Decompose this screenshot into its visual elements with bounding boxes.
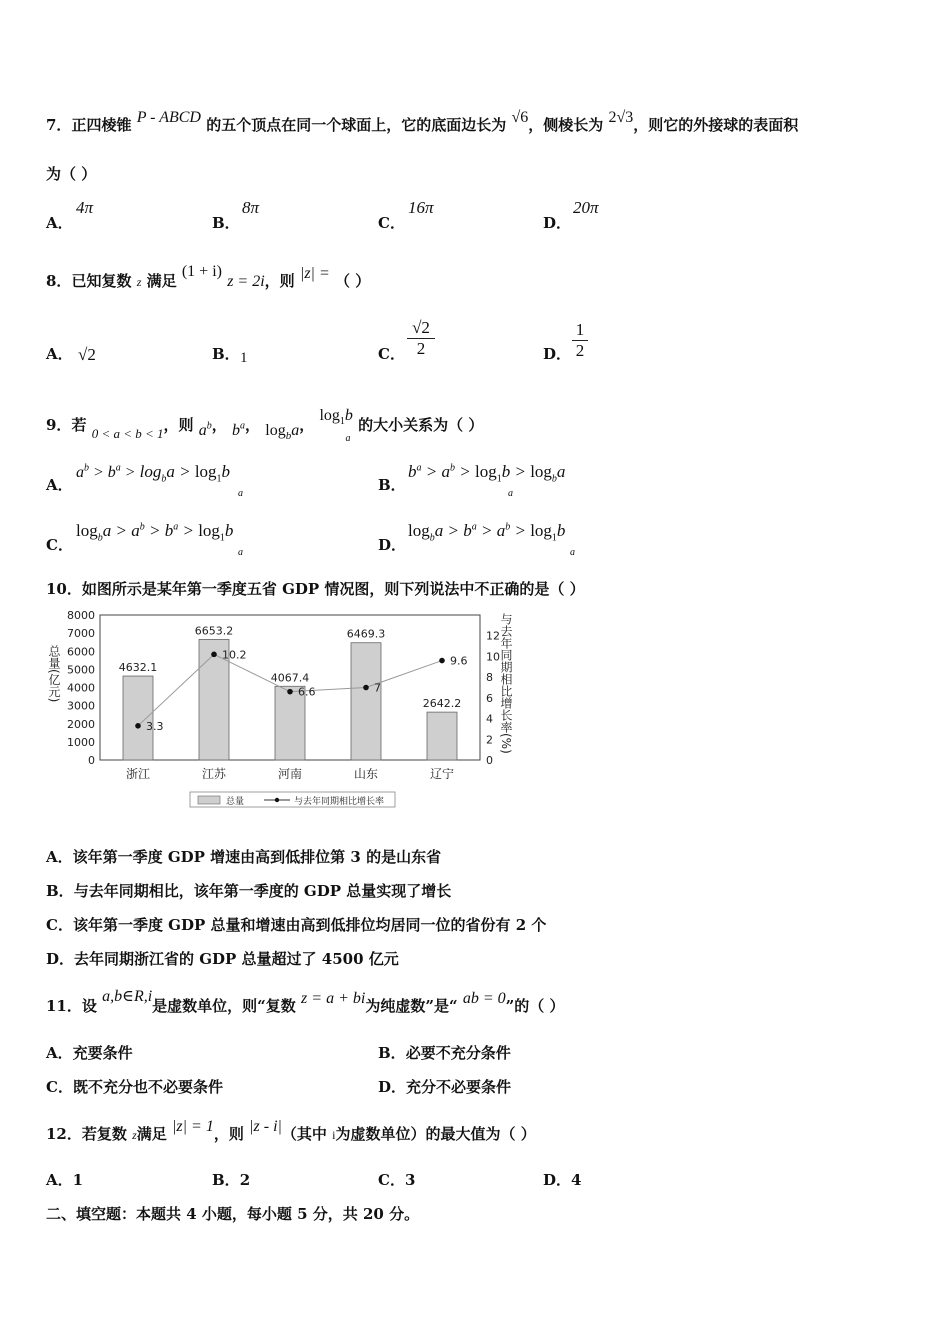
bar-value-label: 4632.1	[118, 661, 158, 675]
question-7: 7．正四棱锥 P - ABCD 的五个顶点在同一个球面上，它的底面边长为 √6，侧棱长为 2√3，则它的外接球的表面积	[46, 109, 799, 134]
legend-line-marker	[275, 798, 279, 802]
q12-math-z: z	[132, 1128, 137, 1142]
growth-point-河南	[287, 689, 293, 695]
q9-option-a-value: $a^b > b^a > \log_ba > \log_1b$ a	[76, 462, 243, 499]
growth-point-辽宁	[439, 658, 445, 664]
bar-山东	[351, 643, 381, 760]
gdp-chart	[40, 605, 530, 815]
y-tick-left: 3000	[67, 699, 95, 713]
q7-math-lateral: 2√3	[608, 109, 634, 126]
y-tick-left: 2000	[67, 717, 95, 731]
y-tick-right: 0	[486, 754, 493, 767]
y-tick-left: 0	[88, 754, 95, 767]
q12-option-c: C．3	[378, 1171, 416, 1189]
q8-option-c-fraction: $\frac{√2}{2}$	[407, 318, 435, 359]
q11-math-ab: ab = 0	[462, 990, 506, 1007]
q9-option-a-label: A．	[46, 476, 73, 494]
q11-math-vars: a,b∈R,i	[102, 988, 153, 1005]
q9-option-b-value: $b^a > a^b > \log_1b > \log_ba$ a	[408, 462, 566, 499]
y-tick-right: 2	[486, 733, 493, 747]
q9-math-b-pow-a: $b^a$	[232, 420, 246, 439]
y-tick-left: 5000	[67, 663, 95, 677]
q9-math-log-inv-a-b: $\log_1b$ a	[319, 407, 353, 444]
q9-math-condition: 0 < a < b < 1	[91, 426, 164, 441]
q8-option-a-label: A．	[46, 345, 73, 363]
growth-value-label: 9.6	[450, 654, 468, 668]
y-tick-right: 6	[486, 691, 493, 705]
q7-option-b-value: 8π	[242, 198, 260, 217]
q11-option-d: D．充分不必要条件	[378, 1078, 512, 1096]
y-tick-left: 1000	[67, 735, 95, 749]
q12-math-i: i	[332, 1128, 336, 1142]
question-7-cont: 为（ ）	[46, 165, 97, 183]
q9-option-d-value: $\log_ba > b^a > a^b > \log_1b$ a	[408, 521, 575, 558]
bar-辽宁	[427, 712, 457, 760]
q10-option-d: D．去年同期浙江省的 GDP 总量超过了 4500 亿元	[46, 950, 399, 968]
q10-option-a: A．该年第一季度 GDP 增速由高到低排位第 3 的是山东省	[46, 848, 442, 866]
growth-point-江苏	[211, 652, 217, 658]
bar-value-label: 6653.2	[194, 624, 234, 638]
x-tick-label: 山东	[353, 767, 379, 781]
q9-math-a-pow-b: $a^b$	[198, 420, 212, 439]
q12-math-expr: |z - i|	[249, 1118, 282, 1135]
growth-value-label: 6.6	[298, 685, 316, 699]
q8-option-a-value: √2	[78, 345, 96, 364]
q7-option-a-label: A．	[46, 214, 73, 232]
q12-option-a: A．1	[46, 1171, 84, 1189]
q7-option-d-value: 20π	[573, 198, 599, 217]
q7-math-edge: √6	[511, 109, 529, 126]
q9-option-c-value: $\log_ba > a^b > b^a > \log_1b$ a	[76, 521, 243, 558]
q8-option-b-label: B．	[212, 345, 240, 363]
y-tick-left: 6000	[67, 645, 95, 659]
x-tick-label: 河南	[277, 767, 303, 781]
q8-option-d-fraction: $\frac{1}{2}$	[572, 320, 588, 361]
growth-value-label: 7	[374, 681, 381, 695]
q7-option-b-label: B．	[212, 214, 240, 232]
q7-number: 7．	[46, 116, 72, 134]
legend-bar-swatch	[198, 796, 220, 804]
q9-option-d-label: D．	[378, 536, 407, 554]
q9-option-c-label: C．	[46, 536, 73, 554]
question-10: 10．如图所示是某年第一季度五省 GDP 情况图，则下列说法中不正确的是（ ）	[46, 580, 585, 598]
q7-option-d-label: D．	[543, 214, 572, 232]
x-tick-label: 浙江	[125, 767, 151, 781]
question-11: 11．设 a,b∈R,i是虚数单位，则“复数 z = a + bi为纯虚数”是“ ab = 0”的（ ）	[46, 988, 565, 1015]
q8-math-factor: (1 + i)	[181, 263, 222, 280]
q12-option-d: D．4	[543, 1171, 582, 1189]
q11-option-b: B．必要不充分条件	[378, 1044, 511, 1062]
y-tick-right: 4	[486, 712, 493, 726]
y-tick-left: 7000	[67, 627, 95, 641]
q9-option-b-label: B．	[378, 476, 406, 494]
growth-value-label: 10.2	[222, 648, 247, 662]
y-tick-left: 4000	[67, 681, 95, 695]
growth-value-label: 3.3	[146, 719, 164, 733]
q12-math-modulus: |z| = 1	[172, 1118, 214, 1135]
q8-math-equation: z = 2i	[227, 273, 265, 290]
q8-math-z: z	[136, 275, 142, 289]
q8-option-d-label: D．	[543, 345, 572, 363]
q8-option-c-label: C．	[378, 345, 405, 363]
x-tick-label: 江苏	[201, 767, 227, 781]
q12-option-b: B．2	[212, 1171, 251, 1189]
question-12: 12．若复数 z满足 |z| = 1，则 |z - i|（其中 i为虚数单位）的最大值为（ ）	[46, 1118, 536, 1143]
bar-浙江	[123, 676, 153, 760]
question-8: 8．已知复数 z 满足 (1 + i) z = 2i，则 |z| = （ ）	[46, 263, 371, 290]
q10-option-b: B．与去年同期相比，该年第一季度的 GDP 总量实现了增长	[46, 882, 452, 900]
bar-value-label: 4067.4	[270, 671, 310, 685]
q11-math-z: z = a + bi	[301, 990, 366, 1007]
growth-point-山东	[363, 685, 369, 691]
q8-option-b-value: 1	[240, 350, 248, 366]
question-9: 9．若 0 < a < b < 1，则 $a^b$， $b^a$， $\log_ba$， $\log_1b$ a 的大小关系为（ ）	[46, 407, 484, 444]
section-2-heading: 二、填空题：本题共 4 小题，每小题 5 分，共 20 分。	[46, 1205, 420, 1223]
q9-math-log-b-a: $\log_ba$	[265, 422, 300, 443]
q7-option-a-value: 4π	[76, 198, 94, 217]
q7-option-c-value: 16π	[408, 198, 434, 217]
q11-option-a: A．充要条件	[46, 1044, 133, 1062]
q11-option-c: C．既不充分也不必要条件	[46, 1078, 223, 1096]
q8-math-modulus: |z| =	[299, 265, 330, 282]
x-tick-label: 辽宁	[429, 767, 455, 781]
legend-line-label: 与去年同期相比增长率	[294, 797, 385, 807]
y-tick-left: 8000	[67, 609, 95, 622]
q7-option-c-label: C．	[378, 214, 405, 232]
bar-value-label: 6469.3	[346, 627, 386, 641]
y-axis-label-right: 与去年同期相比增长率(%)	[499, 613, 513, 754]
legend-bar-label: 总量	[226, 797, 245, 807]
bar-value-label: 2642.2	[422, 697, 462, 711]
y-tick-right: 8	[486, 671, 493, 685]
y-tick-right: 10	[486, 650, 500, 664]
growth-point-浙江	[135, 723, 141, 729]
q7-math-pyramid: P - ABCD	[136, 109, 201, 126]
q10-option-c: C．该年第一季度 GDP 总量和增速由高到低排位均居同一位的省份有 2 个	[46, 916, 547, 934]
y-axis-label-left: 总量(亿元)	[47, 645, 61, 703]
y-tick-right: 12	[486, 629, 500, 643]
